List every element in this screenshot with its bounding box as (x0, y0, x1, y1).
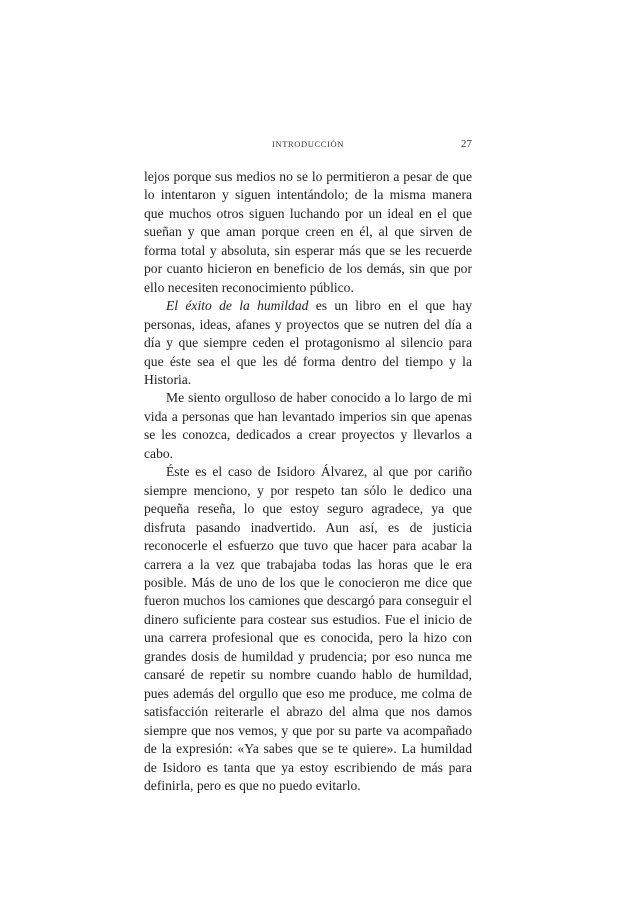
paragraph-text: lejos porque sus medios no se lo permitieron a pesar de que lo intentaron y siguen intentándolo; de la misma manera que muchos otros siguen luchando por un ideal en el que sueñan y que aman porque creen en él, al que sirven de forma total y absoluta, sin esperar más que se les recuerde por cuanto hicieron en beneficio de los demás, sin que por ello necesiten reconocimiento público. (144, 169, 472, 295)
paragraph-isidoro (144, 463, 472, 795)
paragraph-text: es un libro en el que hay personas, ideas, afanes y proyectos que se nutren del día a día y que siempre ceden el protagonismo al silencio para que éste sea el que les dé forma dentro del tiempo y la Historia. (144, 298, 472, 387)
body-text (144, 168, 472, 795)
paragraph-text: Éste es el caso de Isidoro Álvarez, al que por cariño siempre menciono, y por respeto tan sólo le dedico una pequeña reseña, lo que estoy seguro agradece, ya que disfruta pasando inadvertido. Aun así, es de justicia reconocerle el esfuerzo que tuvo que hacer para acabar la carrera a la vez que trabajaba todas las horas que le era posible. Más de uno de los que le conocieron me dice que fueron muchos los camiones que descargó para conseguir el dinero suficiente para costear sus estudios. Fue el inicio de una carrera profesional que es conocida, pero la hizo con grandes dosis de humildad y prudencia; por eso nunca me cansaré de repetir su nombre cuando hablo de humildad, pues además del orgullo que eso me produce, me colma de satisfacción reiterarle el abrazo del alma que nos damos siempre que nos vemos, y que por su parte va acompañado de la expresión: «Ya sabes que se te quiere». La humildad de Isidoro es tanta que ya estoy escribiendo de más para definirla, pero es que no puedo evitarlo. (144, 464, 472, 793)
running-title: INTRODUCCIÓN (272, 139, 344, 149)
paragraph-continuation (144, 168, 472, 297)
paragraph-text: Me siento orgulloso de haber conocido a lo largo de mi vida a personas que han levantado imperios sin que apenas se les conozca, dedicados a crear proyectos y llevarlos a cabo. (144, 390, 472, 461)
running-head (144, 139, 472, 153)
book-title-italic: El éxito de la humildad (166, 298, 309, 314)
paragraph-book-title (144, 297, 472, 389)
paragraph-pride (144, 389, 472, 463)
page-number: 27 (461, 138, 472, 150)
